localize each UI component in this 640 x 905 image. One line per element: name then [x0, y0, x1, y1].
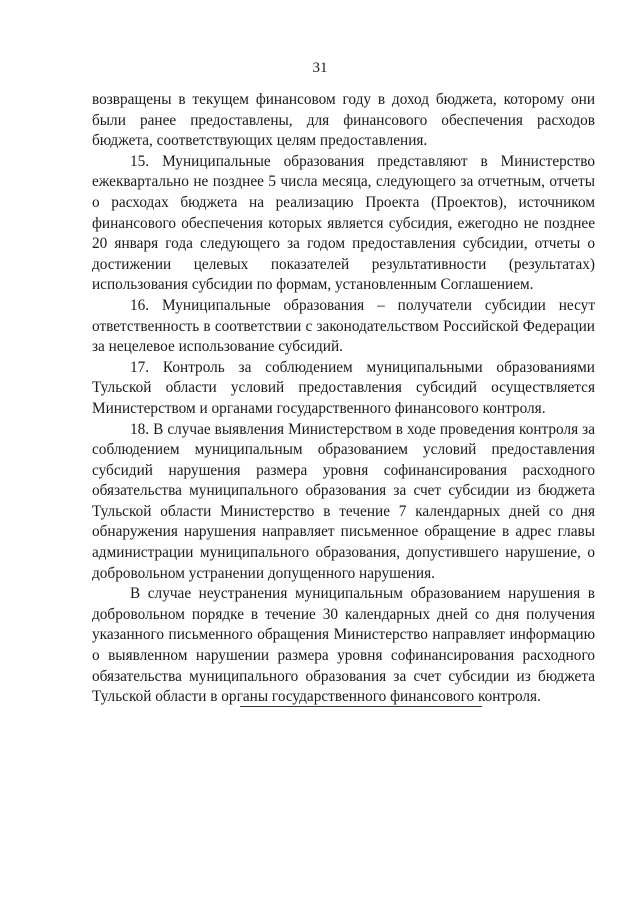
paragraph-18: 18. В случае выявления Министерством в ходе проведения контроля за соблюдением муниципальным образованием условий предоставления субсидий нарушения размера уровня софинансирования расходного обязательства муниципального образования за счет субсидии из бюджета Тульской области Министерство в течение 7 календарных дней со дня обнаружения нарушения направляет письменное обращение в адрес главы администрации муниципального образования, допустившего нарушение, о добровольном устранении допущенного нарушения. — [92, 420, 595, 582]
paragraph-continuation: возвращены в текущем финансовом году в доход бюджета, которому они были ранее предоставлены, для финансового обеспечения расходов бюджета, соответствующих целям предоставления. — [92, 91, 595, 150]
paragraph-15: 15. Муниципальные образования представляют в Министерство ежеквартально не позднее 5 числа месяца, следующего за отчетным, отчеты о расходах бюджета на реализацию Проекта (Проектов), источником финансового обеспечения которых является субсидия, ежегодно не позднее 20 января года следующего за годом предоставления субсидии, отчеты о достижении целевых показателей результативности (результатах) использования субсидии по формам, установленным Соглашением. — [92, 152, 595, 294]
paragraph-16: 16. Муниципальные образования – получатели субсидии несут ответственность в соответствии с законодательством Российской Федерации за нецелевое использование субсидий. — [92, 296, 595, 356]
end-of-document-rule — [240, 706, 482, 707]
paragraph-18-continued: В случае неустранения муниципальным образованием нарушения в добровольном порядке в течение 30 календарных дней со дня получения указанного письменного обращения Министерство направляет информацию о выявленном нарушении размера уровня софинансирования расходного обязательства муниципального образования за счет субсидии из бюджета Тульской области в органы государственного финансового контроля. — [92, 585, 595, 706]
paragraph-17: 17. Контроль за соблюдением муниципальными образованиями Тульской области условий предоставления субсидий осуществляется Министерством и органами государственного финансового контроля. — [92, 358, 595, 417]
document-body — [92, 90, 595, 708]
page-number: 31 — [312, 60, 328, 76]
